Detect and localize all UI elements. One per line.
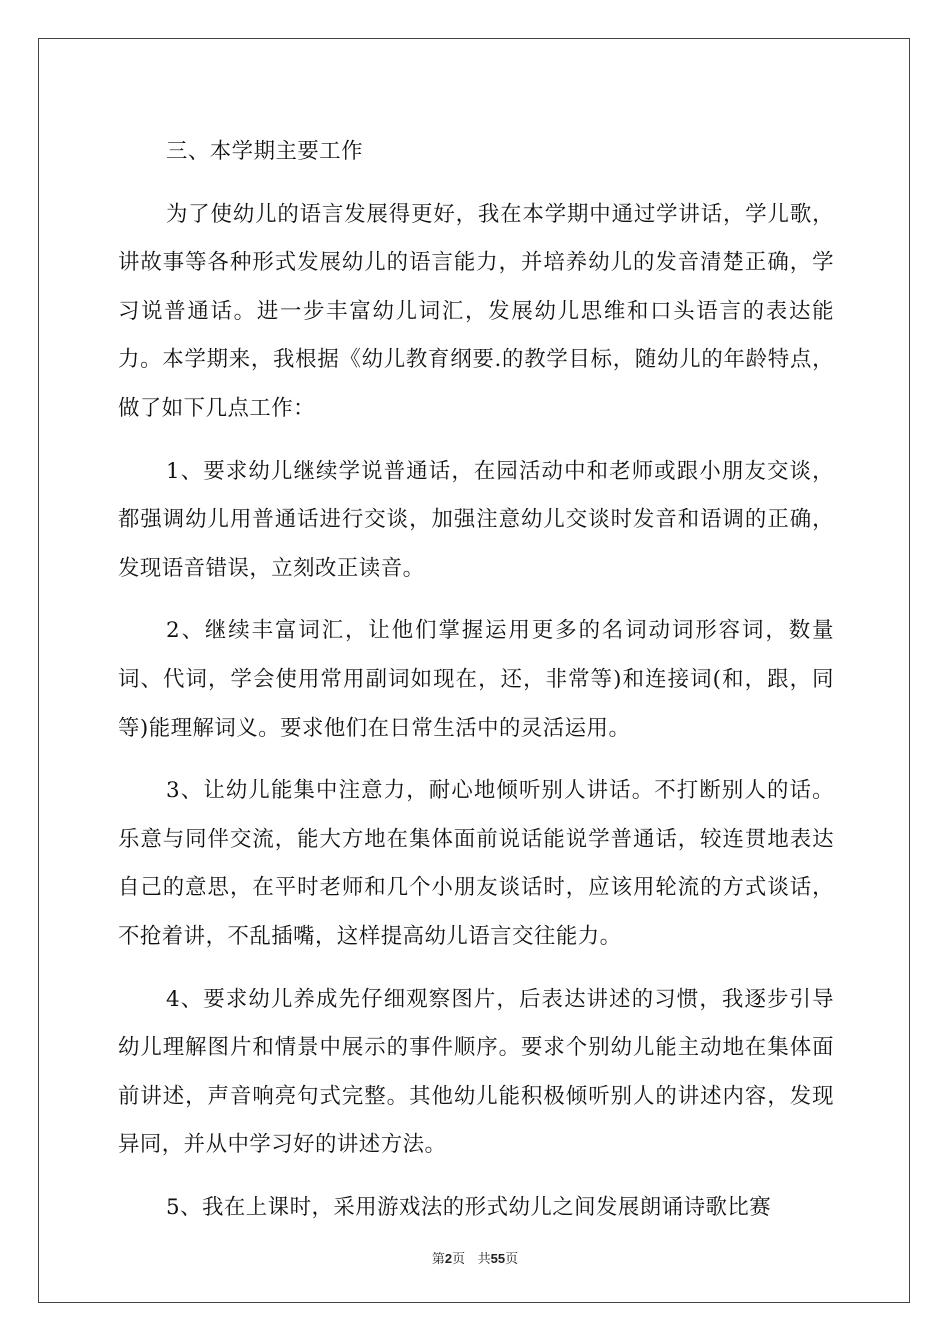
item-paragraph-2: 2、继续丰富词汇，让他们掌握运用更多的名词动词形容词，数量词、代词，学会使用常用副词如现在，还，非常等)和连接词(和，跟，同等)能理解词义。要求他们在日常生活中的灵活运用。 xyxy=(118,618,834,741)
page-footer xyxy=(0,1248,950,1267)
document-body xyxy=(118,128,834,1232)
section-heading: 三、本学期主要工作 xyxy=(166,139,364,164)
current-page-number: 2 xyxy=(444,1251,453,1266)
footer-page-suffix: 页 xyxy=(452,1252,466,1267)
intro-paragraph: 为了使幼儿的语言发展得更好，我在本学期中通过学讲话，学儿歌，讲故事等各种形式发展幼儿的语言能力，并培养幼儿的发音清楚正确，学习说普通话。进一步丰富幼儿词汇，发展幼儿思维和口头语言的表达能力。本学期来，我根据《幼儿教育纲要.的教学目标，随幼儿的年龄特点，做了如下几点工作： xyxy=(118,201,834,421)
item-paragraph-3: 3、让幼儿能集中注意力，耐心地倾听别人讲话。不打断别人的话。乐意与同伴交流，能大方地在集体面前说话能说学普通话，较连贯地表达自己的意思，在平时老师和几个小朋友谈话时，应该用轮流的方式谈话，不抢着讲，不乱插嘴，这样提高幼儿语言交往能力。 xyxy=(118,778,834,949)
item-paragraph-1: 1、要求幼儿继续学说普通话，在园活动中和老师或跟小朋友交谈，都强调幼儿用普通话进行交谈，加强注意幼儿交谈时发音和语调的正确，发现语音错误，立刻改正读音。 xyxy=(118,458,834,581)
item-paragraph-4: 4、要求幼儿养成先仔细观察图片，后表达讲述的习惯，我逐步引导幼儿理解图片和情景中展示的事件顺序。要求个别幼儿能主动地在集体面前讲述，声音响亮句式完整。其他幼儿能积极倾听别人的讲述内容，发现异同，并从中学习好的讲述方法。 xyxy=(118,986,834,1158)
total-pages-number: 55 xyxy=(490,1251,506,1266)
footer-prefix: 第 xyxy=(431,1252,445,1267)
footer-total-suffix: 页 xyxy=(505,1252,519,1267)
footer-total-prefix: 共 xyxy=(477,1252,491,1267)
item-paragraph-5: 5、我在上课时，采用游戏法的形式幼儿之间发展朗诵诗歌比赛 xyxy=(166,1194,772,1220)
